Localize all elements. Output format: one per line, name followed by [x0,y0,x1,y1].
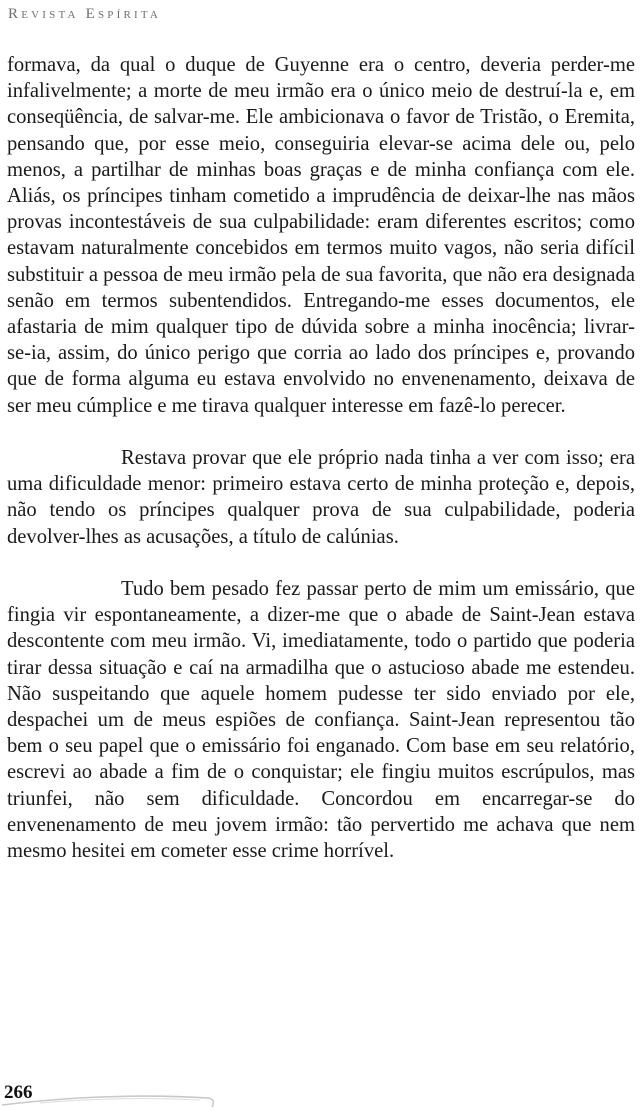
page-number: 266 [4,1082,33,1103]
page-content [7,52,635,864]
paragraph-2: Restava provar que ele próprio nada tinha a ver com isso; era uma dificuldade menor: primeiro estava certo de minha proteção e, depois, não tendo os príncipes qualquer prova de sua culpabilidade, poderia devolver-lhes as acusações, a título de calúnias. [7,447,635,548]
running-header: Revista Espírita [8,6,162,22]
paragraph-3: Tudo bem pesado fez passar perto de mim um emissário, que fingia vir espontaneamente, a dizer-me que o abade de Saint-Jean estava descontente com meu irmão. Vi, imediatamente, todo o partido que poderia tirar dessa situação e caí na armadilha que o astucioso abade me estendeu. Não suspeitando que aquele homem pudesse ter sido enviado por ele, despachei um de meus espiões de confiança. Saint-Jean representou tão bem o seu papel que o emissário foi enganado. Com base em seu relatório, escrevi ao abade a fim de o conquistar; ele fingiu muitos escrúpulos, mas triunfei, não sem dificuldade. Concordou em encarregar-se do envenenamento de meu jovem irmão: tão pervertido me achava que nem mesmo hesitei em cometer esse crime horrível. [7,578,635,863]
footer-swoosh-ornament [0,1078,230,1111]
page-footer [0,1078,644,1111]
paragraph-1: formava, da qual o duque de Guyenne era o centro, deveria perder-me infalivelmente; a morte de meu irmão era o único meio de destruí-la e, em conseqüência, de salvar-me. Ele ambicionava o favor de Tristão, o Eremita, pensando que, por esse meio, conseguiria elevar-se acima dele ou, pelo menos, a partilhar de minhas boas graças e de minha confiança com ele. Aliás, os príncipes tinham cometido a imprudência de deixar-lhe nas mãos provas incontestáveis de sua culpabilidade: eram diferentes escritos; como estavam naturalmente concebidos em termos muito vagos, não seria difícil substituir a pessoa de meu irmão pela de sua favorita, que não era designada senão em termos subentendidos. Entregando-me esses documentos, ele afastaria de mim qualquer tipo de dúvida sobre a minha inocência; livrar-se-ia, assim, do único perigo que corria ao lado dos príncipes e, provando que de forma alguma eu estava envolvido no envenenamento, deixava de ser meu cúmplice e me tirava qualquer interesse em fazê-lo perecer. [7,54,635,417]
